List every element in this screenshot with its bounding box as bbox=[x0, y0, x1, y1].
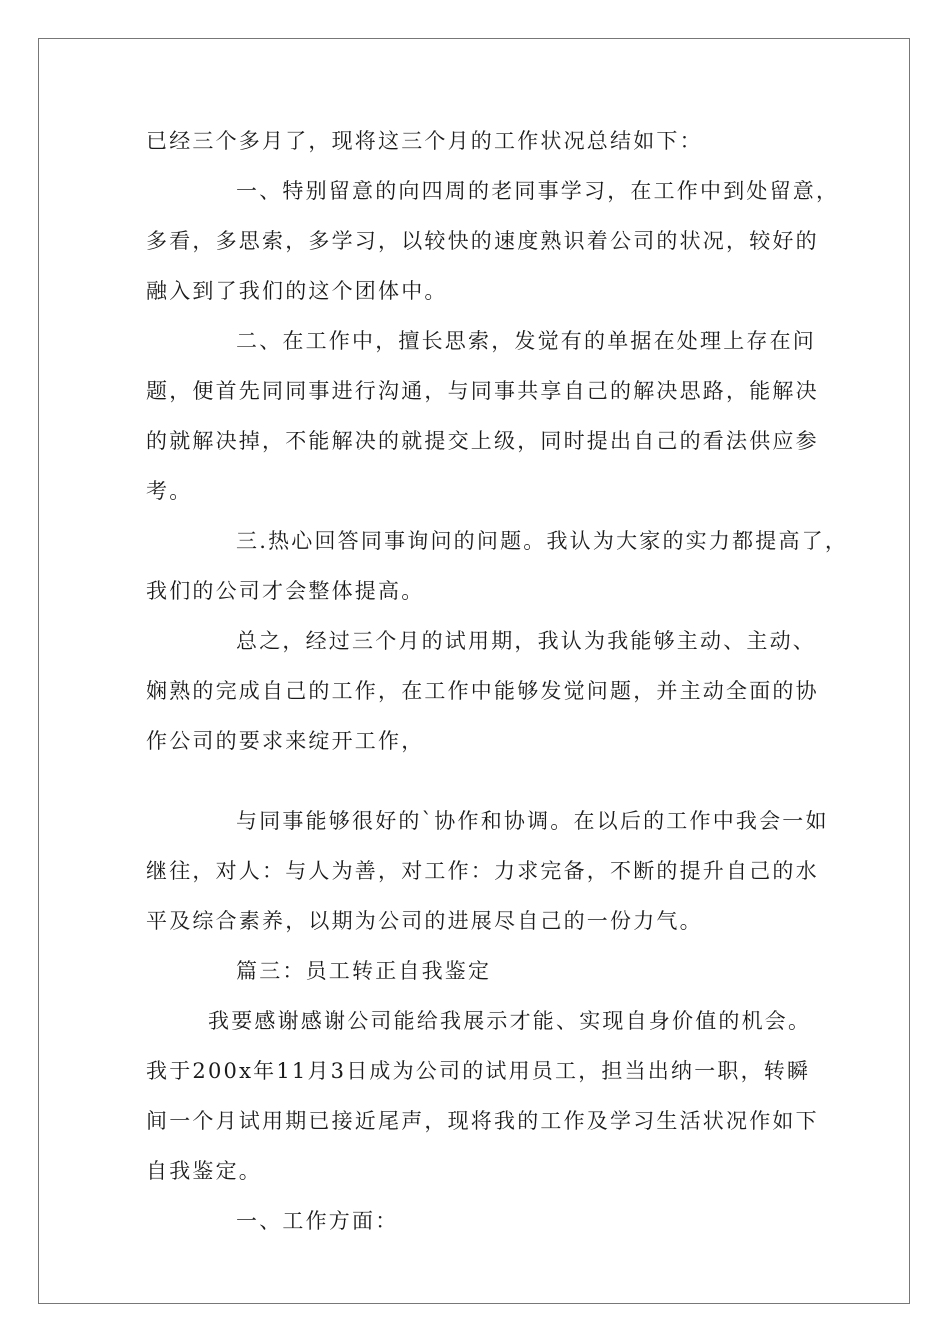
text-line: 三.热心回答同事询问的问题。我认为大家的实力都提高了， bbox=[236, 529, 849, 553]
section-heading: 篇三：员工转正自我鉴定 bbox=[236, 959, 492, 983]
text-line: 我于200x年11月3日成为公司的试用员工，担当出纳一职，转瞬 bbox=[146, 1059, 811, 1083]
text-line: 已经三个多月了，现将这三个月的工作状况总结如下： bbox=[146, 129, 703, 153]
text-line: 总之，经过三个月的试用期，我认为我能够主动、主动、 bbox=[236, 629, 816, 653]
text-line: 我要感谢感谢公司能给我展示才能、实现自身价值的机会。 bbox=[208, 1009, 812, 1033]
text-line: 继往，对人：与人为善，对工作：力求完备，不断的提升自己的水 bbox=[146, 859, 819, 883]
text-line: 的就解决掉，不能解决的就提交上级，同时提出自己的看法供应参 bbox=[146, 429, 819, 453]
text-line: 一、特别留意的向四周的老同事学习，在工作中到处留意， bbox=[236, 179, 840, 203]
text-line: 与同事能够很好的`协作和协调。在以后的工作中我会一如 bbox=[236, 809, 829, 833]
text-line: 融入到了我们的这个团体中。 bbox=[146, 279, 448, 303]
text-line: 题，便首先同同事进行沟通，与同事共享自己的解决思路，能解决 bbox=[146, 379, 819, 403]
text-line: 考。 bbox=[146, 479, 193, 503]
text-line: 间一个月试用期已接近尾声，现将我的工作及学习生活状况作如下 bbox=[146, 1109, 819, 1133]
text-line: 娴熟的完成自己的工作，在工作中能够发觉问题，并主动全面的协 bbox=[146, 679, 819, 703]
text-line: 平及综合素养，以期为公司的进展尽自己的一份力气。 bbox=[146, 909, 703, 933]
section-heading: 一、工作方面： bbox=[236, 1209, 399, 1233]
text-line: 二、在工作中，擅长思索，发觉有的单据在处理上存在问 bbox=[236, 329, 816, 353]
text-line: 多看，多思索，多学习，以较快的速度熟识着公司的状况，较好的 bbox=[146, 229, 819, 253]
text-line: 我们的公司才会整体提高。 bbox=[146, 579, 425, 603]
text-line: 作公司的要求来绽开工作， bbox=[146, 729, 425, 753]
text-line: 自我鉴定。 bbox=[146, 1159, 262, 1183]
